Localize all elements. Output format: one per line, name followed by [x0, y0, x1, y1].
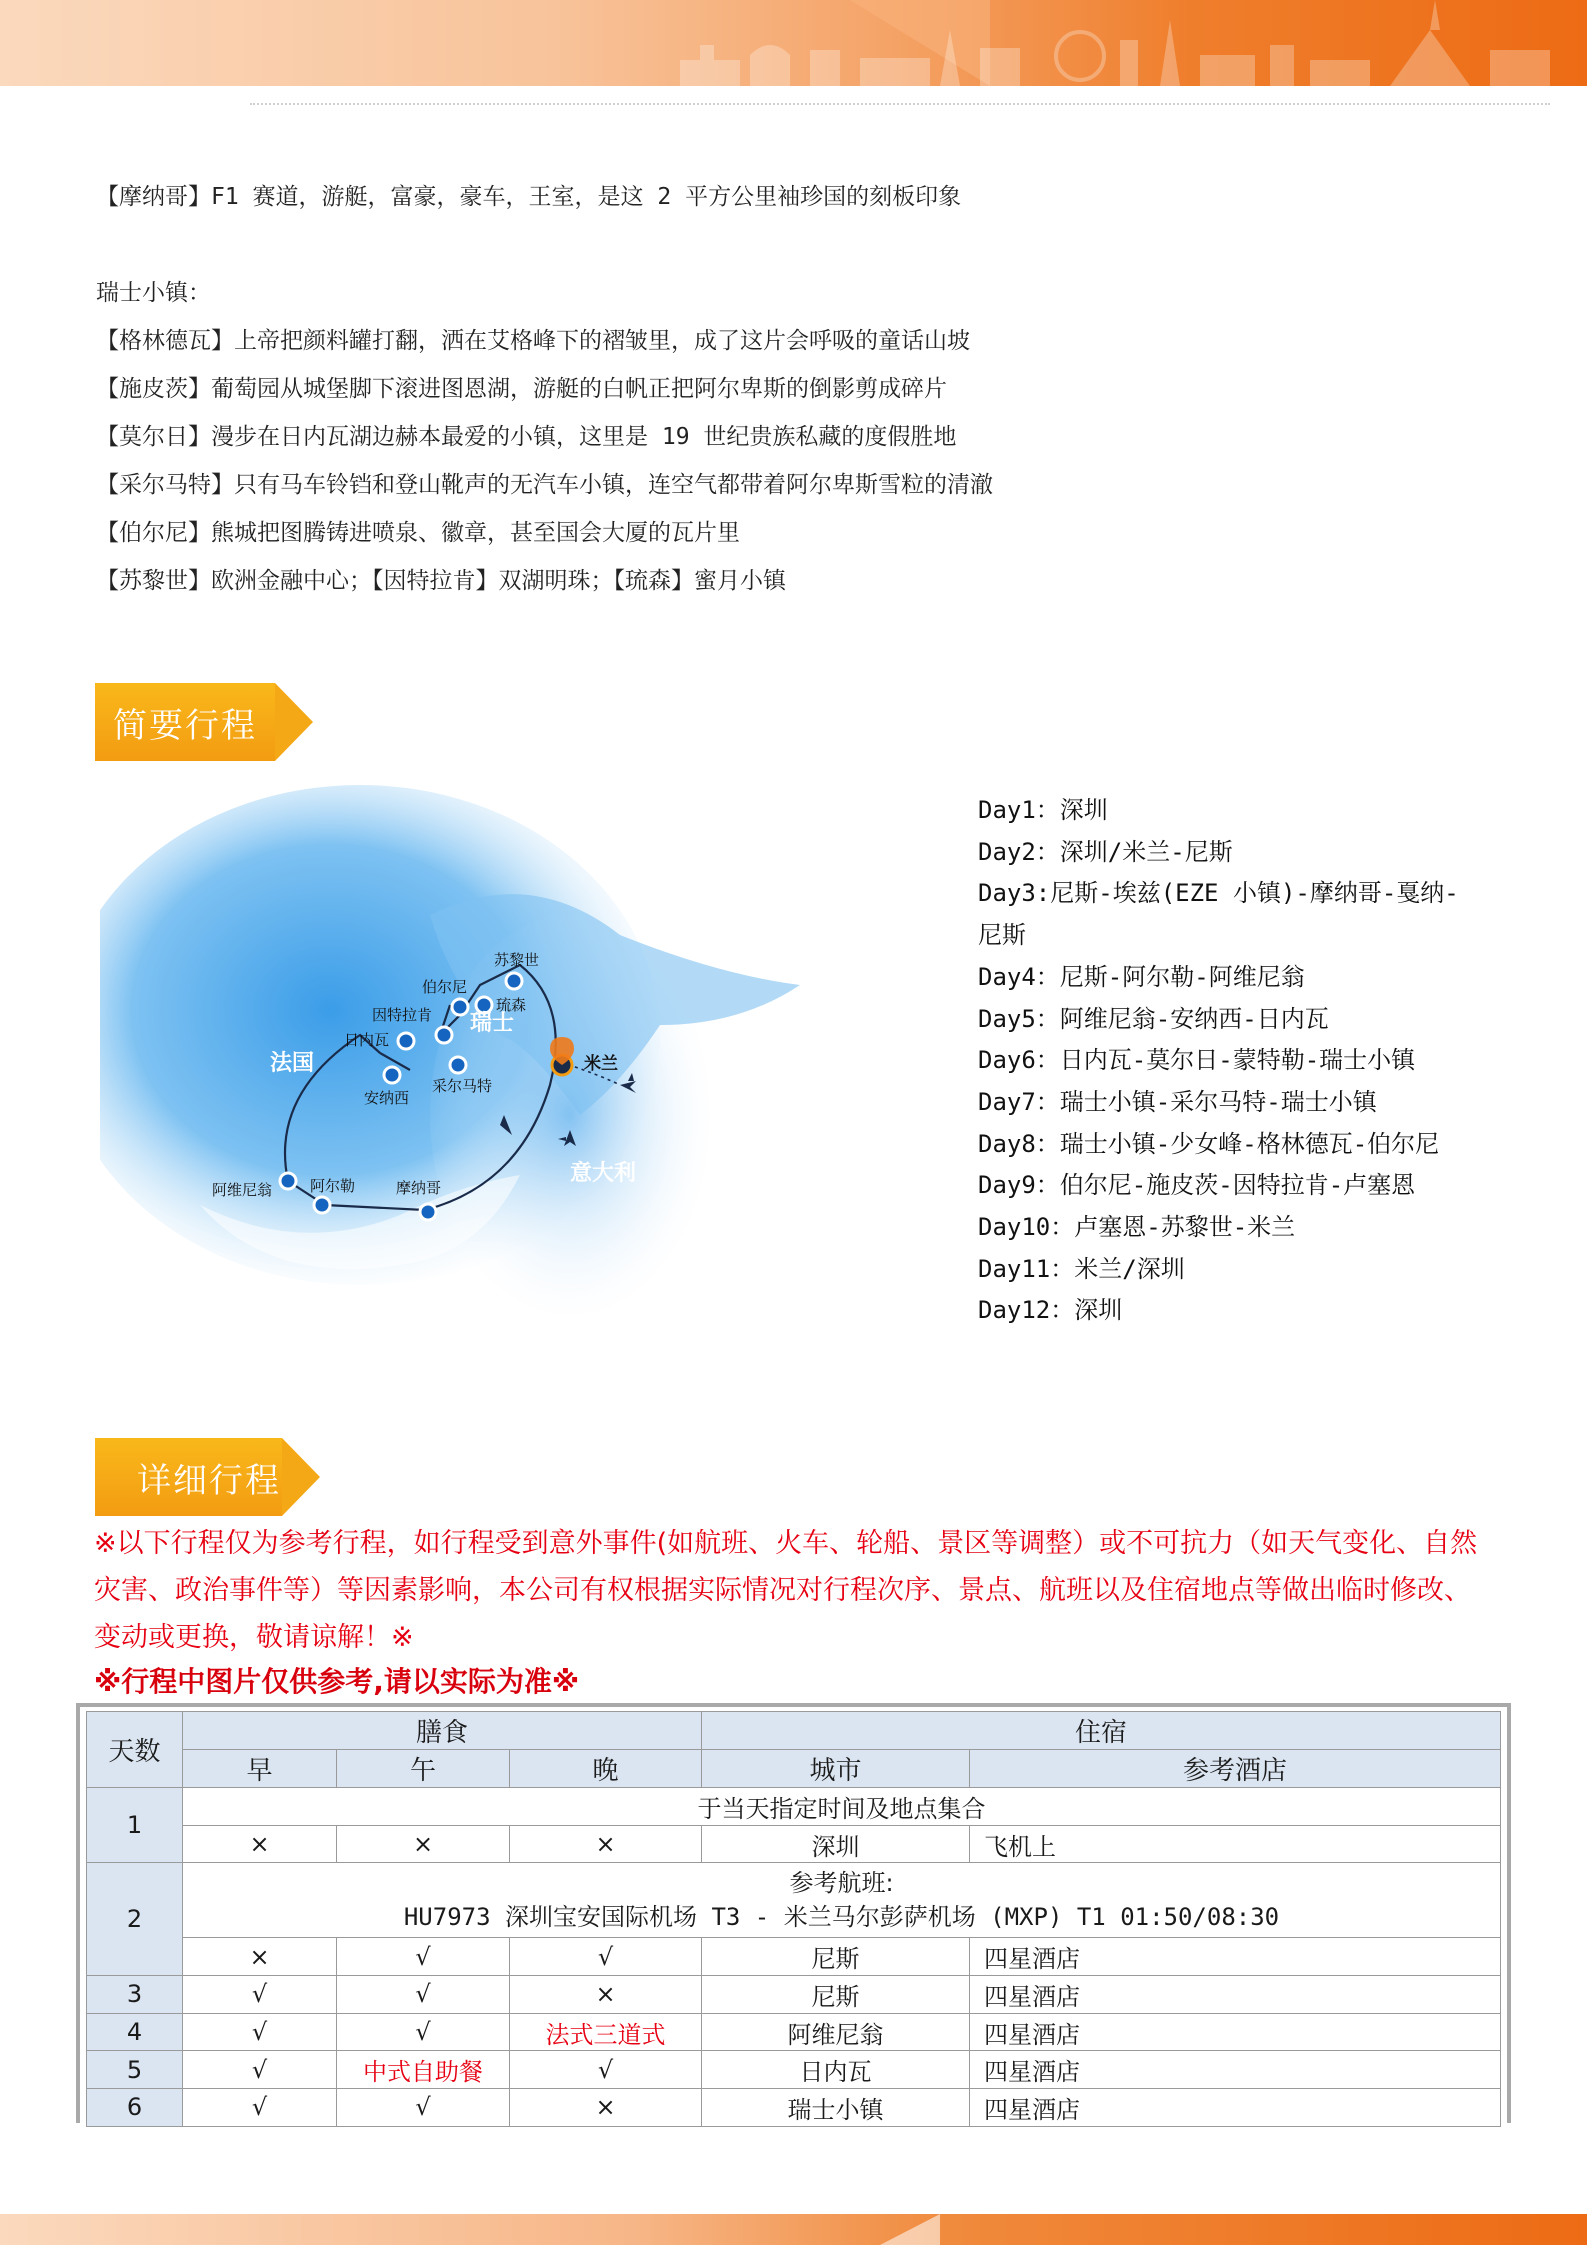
header-hotel: 参考酒店 [970, 1750, 1501, 1788]
hotel-cell: 四星酒店 [970, 2051, 1501, 2089]
lunch-cell: √ [337, 2089, 510, 2127]
disclaimer-notice: ※以下行程仅为参考行程，如行程受到意外事件(如航班、火车、轮船、景区等调整）或不可抗力（如天气变化、自然灾害、政治事件等）等因素影响，本公司有权根据实际情况对行程次序、景点、航班以及住宿地点等做出临时修改、变动或更换，敬请谅解！※ [94, 1528, 1478, 1653]
dinner-cell: √ [510, 1938, 702, 1976]
day-item: Day12：深圳 [978, 1296, 1123, 1325]
day-cell: 5 [87, 2051, 183, 2089]
breakfast-cell: √ [183, 2089, 337, 2127]
day-item: Day11：米兰/深圳 [978, 1254, 1185, 1283]
hotel-cell: 飞机上 [970, 1825, 1501, 1863]
breakfast-cell: × [183, 1938, 337, 1976]
hotel-cell: 四星酒店 [970, 1976, 1501, 2014]
map-city-lucerne: 琉森 [496, 996, 527, 1014]
map-city-monaco: 摩纳哥 [396, 1179, 442, 1197]
breakfast-cell: √ [183, 1976, 337, 2014]
map-city-milan: 米兰 [584, 1054, 618, 1074]
table-row [87, 1976, 1501, 2014]
route-map-svg [100, 785, 860, 1370]
day-cell: 3 [87, 1976, 183, 2014]
route-map [100, 785, 860, 1370]
hotel-cell: 四星酒店 [970, 2089, 1501, 2127]
map-city-zermatt: 采尔马特 [432, 1077, 493, 1095]
day-cell: 6 [87, 2089, 183, 2127]
city-cell: 深圳 [702, 1825, 970, 1863]
lunch-cell: √ [337, 2013, 510, 2051]
city-cell: 尼斯 [702, 1938, 970, 1976]
table-row [87, 2051, 1501, 2089]
itinerary-table-frame [76, 1703, 1511, 2123]
dinner-cell: × [510, 1825, 702, 1863]
lunch-cell: × [337, 1825, 510, 1863]
table-row [87, 2013, 1501, 2051]
swiss-towns-title: 瑞士小镇： [96, 280, 211, 306]
day-item: Day3:尼斯-埃兹(EZE 小镇)-摩纳哥-戛纳- [978, 879, 1459, 908]
breakfast-cell: × [183, 1825, 337, 1863]
map-city-arles: 阿尔勒 [310, 1177, 356, 1195]
header-meals: 膳食 [183, 1712, 702, 1750]
map-city-geneva: 日内瓦 [344, 1031, 390, 1049]
intro-monaco-line: 【摩纳哥】F1 赛道，游艇，富豪，豪车，王室，是这 2 平方公里袖珍国的刻板印象 [96, 184, 962, 210]
lunch-cell: 中式自助餐 [337, 2051, 510, 2089]
breakfast-cell: √ [183, 2013, 337, 2051]
header-breakfast: 早 [183, 1750, 337, 1788]
section-tag-detailed-itinerary [95, 1438, 282, 1516]
map-city-zurich: 苏黎世 [494, 951, 540, 969]
page-footer-band [0, 2214, 1587, 2245]
intro-line-bern: 【伯尔尼】熊城把图腾铸进喷泉、徽章，甚至国会大厦的瓦片里 [96, 520, 740, 546]
image-disclaimer: ※行程中图片仅供参考,请以实际为准※ [94, 1665, 580, 1698]
header-dinner: 晚 [510, 1750, 702, 1788]
intro-line-morges: 【莫尔日】漫步在日内瓦湖边赫本最爱的小镇，这里是 19 世纪贵族私藏的度假胜地 [96, 424, 957, 450]
gather-note: 于当天指定时间及地点集合 [183, 1788, 1501, 1826]
itinerary-day-list [978, 790, 1518, 1332]
map-city-interlaken: 因特拉肯 [372, 1006, 433, 1024]
hotel-cell: 四星酒店 [970, 2013, 1501, 2051]
flight-detail: HU7973 深圳宝安国际机场 T3 - 米兰马尔彭萨机场 (MXP) T1 01:50/08:30 [403, 1903, 1280, 1932]
day-item: Day1：深圳 [978, 796, 1108, 824]
hotel-cell: 四星酒店 [970, 1938, 1501, 1976]
lunch-cell: √ [337, 1976, 510, 2014]
intro-line-zermatt: 【采尔马特】只有马车铃铛和登山靴声的无汽车小镇，连空气都带着阿尔卑斯雪粒的清澈 [96, 472, 993, 498]
map-city-annecy: 安纳西 [364, 1089, 410, 1107]
intro-line-grindelwald: 【格林德瓦】上帝把颜料罐打翻，洒在艾格峰下的褶皱里，成了这片会呼吸的童话山坡 [96, 328, 970, 354]
city-cell: 日内瓦 [702, 2051, 970, 2089]
dinner-cell: 法式三道式 [510, 2013, 702, 2051]
section-tag-label: 简要行程 [113, 705, 257, 746]
lunch-cell: √ [337, 1938, 510, 1976]
day-item: Day4：尼斯-阿尔勒-阿维尼翁 [978, 962, 1305, 991]
table-row [87, 2089, 1501, 2127]
intro-line-spiez: 【施皮茨】葡萄园从城堡脚下滚进图恩湖，游艇的白帆正把阿尔卑斯的倒影剪成碎片 [96, 376, 947, 402]
flight-label: 参考航班: [789, 1869, 894, 1898]
dinner-cell: √ [510, 2051, 702, 2089]
section-tag-label: 详细行程 [137, 1460, 281, 1501]
table-row [87, 1938, 1501, 1976]
section-tag-brief-itinerary [95, 683, 275, 761]
intro-line-zurich: 【苏黎世】欧洲金融中心；【因特拉肯】双湖明珠；【琉森】蜜月小镇 [96, 568, 786, 594]
map-city-bern: 伯尔尼 [422, 978, 468, 996]
page-header-banner [0, 0, 1587, 86]
day-item: Day8：瑞士小镇-少女峰-格林德瓦-伯尔尼 [978, 1129, 1440, 1158]
header-city: 城市 [702, 1750, 970, 1788]
day-cell-1: 1 [87, 1788, 183, 1863]
city-cell: 瑞士小镇 [702, 2089, 970, 2127]
day-item: Day10：卢塞恩-苏黎世-米兰 [978, 1213, 1296, 1242]
flight-info-cell [183, 1863, 1501, 1938]
itinerary-table [86, 1711, 1501, 2127]
city-cell: 尼斯 [702, 1976, 970, 2014]
city-cell: 阿维尼翁 [702, 2013, 970, 2051]
breakfast-cell: √ [183, 2051, 337, 2089]
header-accommodation: 住宿 [702, 1712, 1501, 1750]
day-item: Day6：日内瓦-莫尔日-蒙特勒-瑞士小镇 [978, 1046, 1416, 1075]
day-item: Day5：阿维尼翁-安纳西-日内瓦 [978, 1004, 1329, 1033]
map-country-swiss: 瑞士 [470, 1011, 515, 1036]
dinner-cell: × [510, 1976, 702, 2014]
day-item: Day7：瑞士小镇-采尔马特-瑞士小镇 [978, 1087, 1377, 1116]
day-item: Day2：深圳/米兰-尼斯 [978, 837, 1233, 866]
map-country-italy: 意大利 [570, 1161, 637, 1186]
city-skyline-icon [660, 0, 1580, 86]
day-item: Day9：伯尔尼-施皮茨-因特拉肯-卢塞恩 [978, 1171, 1416, 1200]
day-item: 尼斯 [978, 921, 1026, 950]
table-row [87, 1825, 1501, 1863]
header-divider [250, 103, 1550, 105]
day-cell: 4 [87, 2013, 183, 2051]
header-day: 天数 [87, 1712, 183, 1788]
dinner-cell: × [510, 2089, 702, 2127]
day-cell-2: 2 [87, 1863, 183, 1976]
header-lunch: 午 [337, 1750, 510, 1788]
map-city-avignon: 阿维尼翁 [212, 1181, 273, 1199]
map-country-france: 法国 [270, 1051, 315, 1076]
footer-cut-decoration [880, 2214, 940, 2245]
